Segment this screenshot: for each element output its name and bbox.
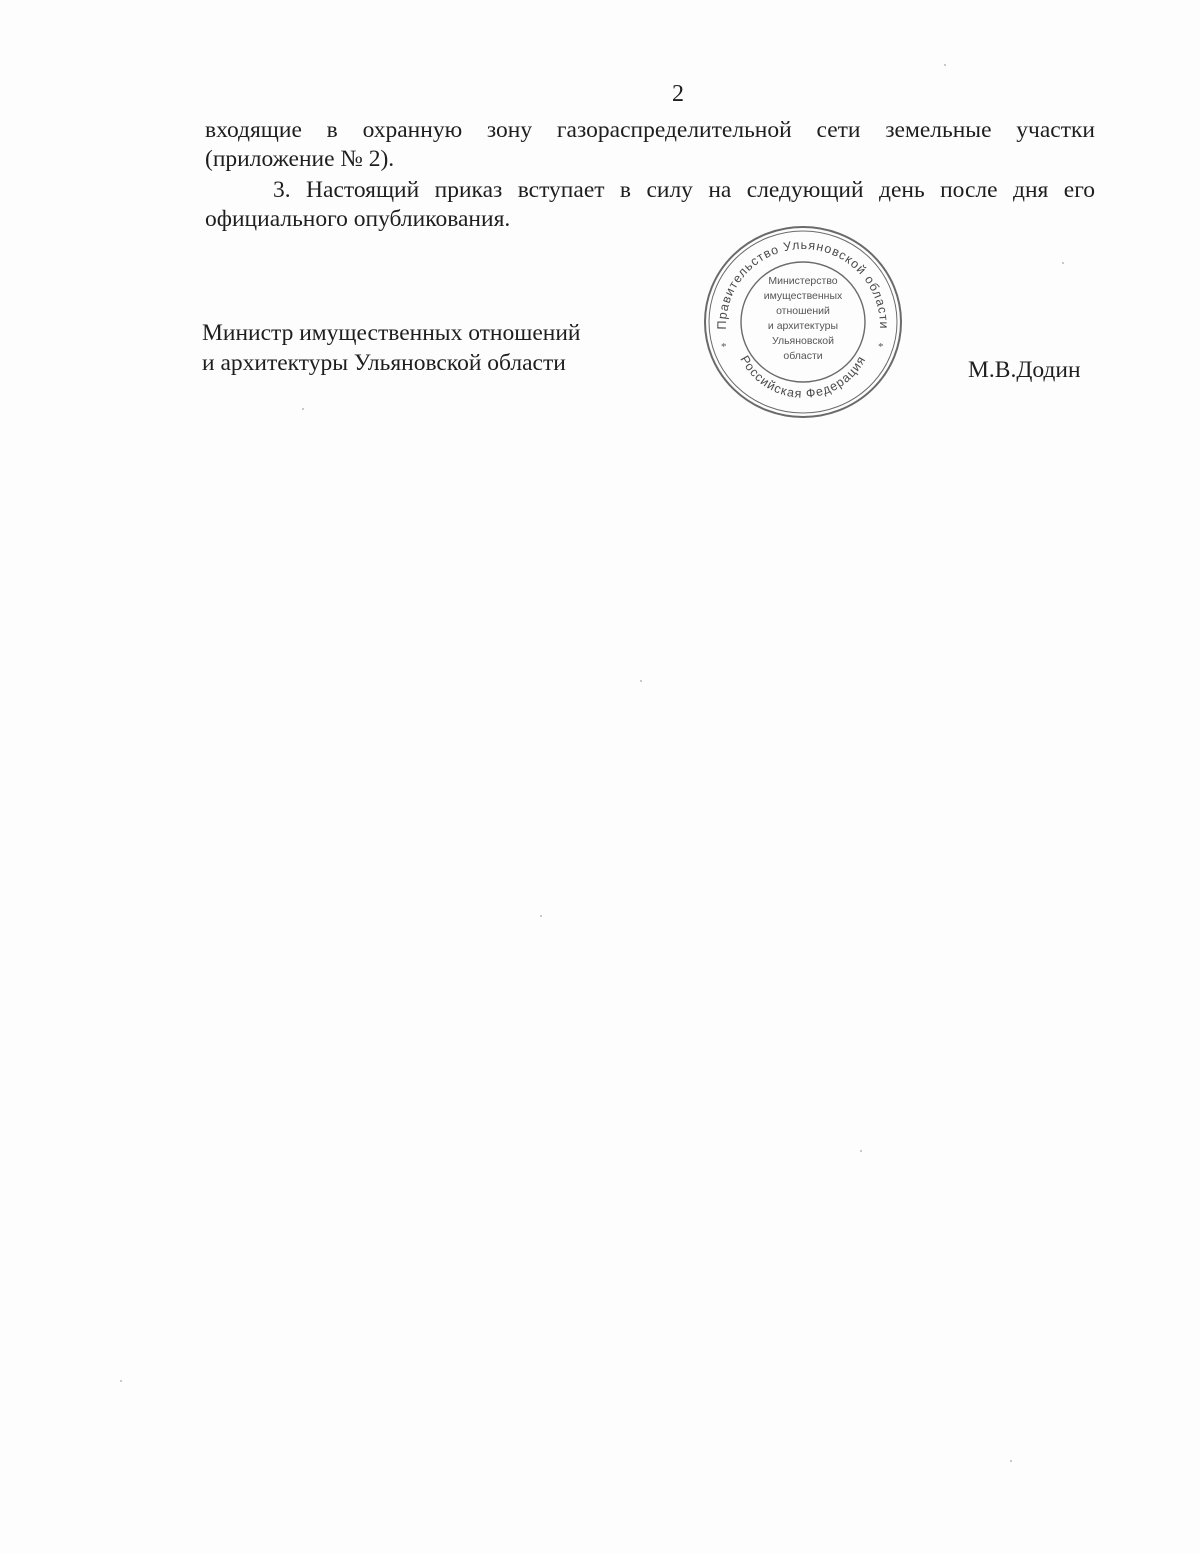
signatory-title bbox=[202, 318, 581, 378]
stamp-inner-line-6: области bbox=[783, 350, 823, 362]
scan-speck bbox=[944, 64, 946, 66]
scan-speck bbox=[640, 680, 642, 682]
paragraph-continued: входящие в охранную зону газораспределительной сети земельные участки (приложение № 2). bbox=[205, 117, 1095, 172]
official-stamp-graphic bbox=[700, 222, 905, 422]
official-stamp bbox=[700, 222, 905, 422]
signatory-title-line-1: Министр имущественных отношений bbox=[202, 320, 581, 346]
signatory-title-line-2: и архитектуры Ульяновской области bbox=[202, 350, 566, 376]
stamp-inner-line-1: Министерство bbox=[768, 275, 838, 287]
scan-speck bbox=[1010, 1460, 1012, 1462]
stamp-inner-line-2: имущественных bbox=[763, 290, 843, 302]
paragraph-clause-3: 3. Настоящий приказ вступает в силу на следующий день после дня его официального опубликования. bbox=[205, 177, 1095, 232]
scan-speck bbox=[302, 408, 304, 410]
stamp-star-left: * bbox=[721, 341, 727, 353]
stamp-inner-line-5: Ульяновской bbox=[771, 335, 835, 347]
stamp-inner-line-3: отношений bbox=[776, 305, 830, 317]
scan-speck bbox=[540, 915, 542, 917]
stamp-outer-top-text: Правительство Ульяновской области bbox=[714, 237, 892, 330]
signatory-name: М.В.Додин bbox=[968, 357, 1081, 383]
stamp-outer-bottom-text: Российская Федерация bbox=[737, 353, 869, 401]
scan-speck bbox=[1062, 262, 1064, 264]
scan-speck bbox=[120, 1380, 122, 1382]
scan-speck bbox=[860, 1150, 862, 1152]
stamp-star-right: * bbox=[878, 341, 884, 353]
page-number: 2 bbox=[672, 81, 684, 107]
stamp-inner-line-4: и архитектуры bbox=[767, 320, 839, 332]
